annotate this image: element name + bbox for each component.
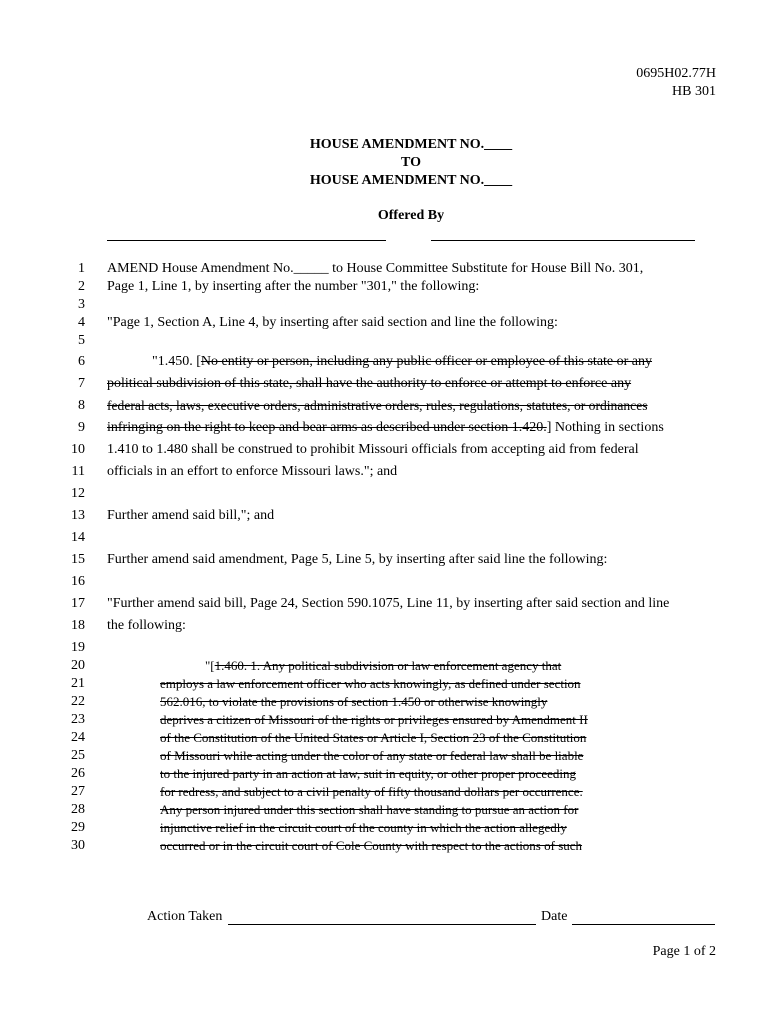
line-number: 18 bbox=[71, 618, 85, 633]
line-number: 6 bbox=[78, 354, 85, 369]
sponsor-signature-line bbox=[107, 240, 386, 241]
line-number: 16 bbox=[71, 574, 85, 589]
page-number: Page 1 of 2 bbox=[652, 944, 716, 959]
line-number: 3 bbox=[78, 297, 85, 312]
line-number: 21 bbox=[71, 676, 85, 691]
open-bracket: "[ bbox=[205, 658, 215, 673]
deleted-line-27: for redress, and subject to a civil penalty of fifty thousand dollars per occurrence. bbox=[160, 784, 583, 799]
deleted-line-28: Any person injured under this section shall have standing to pursue an action for bbox=[160, 802, 579, 817]
offered-by-label: Offered By bbox=[377, 208, 445, 223]
line-number: 8 bbox=[78, 398, 85, 413]
date-label: Date bbox=[541, 909, 568, 924]
line-number: 14 bbox=[71, 530, 85, 545]
title-line-3: HOUSE AMENDMENT NO.____ bbox=[309, 173, 513, 188]
line-number: 30 bbox=[71, 838, 85, 853]
line-number: 17 bbox=[71, 596, 85, 611]
deleted-line-21: employs a law enforcement officer who acts knowingly, as defined under section bbox=[160, 676, 581, 691]
body-line-10: 1.410 to 1.480 shall be construed to prohibit Missouri officials from accepting aid from federal bbox=[107, 442, 639, 457]
action-taken-line bbox=[228, 924, 536, 925]
line-number: 23 bbox=[71, 712, 85, 727]
body-line-13: Further amend said bill,"; and bbox=[107, 508, 275, 523]
line-number: 9 bbox=[78, 420, 85, 435]
deleted-line-24: of the Constitution of the United States or Article I, Section 23 of the Constitution bbox=[160, 730, 587, 745]
line-number: 22 bbox=[71, 694, 85, 709]
line-number: 20 bbox=[71, 658, 85, 673]
deleted-line-22: 562.016, to violate the provisions of section 1.450 or otherwise knowingly bbox=[160, 694, 548, 709]
body-line-15: Further amend said amendment, Page 5, Line 5, by inserting after said line the following: bbox=[107, 552, 608, 567]
line-number: 4 bbox=[78, 315, 85, 330]
deleted-line-23: deprives a citizen of Missouri of the rights or privileges ensured by Amendment II bbox=[160, 712, 588, 727]
line-number: 2 bbox=[78, 279, 85, 294]
body-line-2: Page 1, Line 1, by inserting after the number "301," the following: bbox=[107, 279, 480, 294]
title-line-2: TO bbox=[401, 155, 421, 170]
sponsor-signature-line-2 bbox=[431, 240, 695, 241]
section-prefix: "1.450. [ bbox=[152, 354, 201, 369]
date-line bbox=[572, 924, 715, 925]
body-line-6 bbox=[152, 354, 652, 370]
line-number: 15 bbox=[71, 552, 85, 567]
line-number: 29 bbox=[71, 820, 85, 835]
body-line-17: "Further amend said bill, Page 24, Section 590.1075, Line 11, by inserting after said section and line bbox=[107, 596, 670, 611]
line-number: 13 bbox=[71, 508, 85, 523]
line-number: 28 bbox=[71, 802, 85, 817]
bill-number: HB 301 bbox=[672, 84, 716, 99]
line-number: 11 bbox=[71, 464, 85, 479]
deleted-line-8: federal acts, laws, executive orders, administrative orders, rules, regulations, statutes, or ordinances bbox=[107, 398, 648, 413]
closing-bracket: ] bbox=[546, 420, 552, 435]
deleted-line-25: of Missouri while acting under the color of any state or federal law shall be liable bbox=[160, 748, 584, 763]
deleted-line-26: to the injured party in an action at law, suit in equity, or other proper proceeding bbox=[160, 766, 576, 781]
line-number: 10 bbox=[71, 442, 85, 457]
document-id: 0695H02.77H bbox=[636, 66, 716, 81]
deleted-line-7: political subdivision of this state, shall have the authority to enforce or attempt to enforce any bbox=[107, 376, 632, 391]
deleted-text: 1.460. 1. Any political subdivision or law enforcement agency that bbox=[214, 658, 562, 673]
line-number: 1 bbox=[78, 261, 85, 276]
deleted-text: infringing on the right to keep and bear arms as described under section 1.420. bbox=[107, 420, 547, 435]
line-number: 12 bbox=[71, 486, 85, 501]
deleted-line-30: occurred or in the circuit court of Cole County with respect to the actions of such bbox=[160, 838, 583, 853]
line-number: 27 bbox=[71, 784, 85, 799]
indented-line-20 bbox=[205, 658, 561, 674]
line-number: 5 bbox=[78, 333, 85, 348]
deleted-line-29: injunctive relief in the circuit court of the county in which the action allegedly bbox=[160, 820, 567, 835]
body-line-4: "Page 1, Section A, Line 4, by inserting after said section and line the following: bbox=[107, 315, 558, 330]
line-number: 7 bbox=[78, 376, 85, 391]
body-line-11: officials in an effort to enforce Missouri laws."; and bbox=[107, 464, 398, 479]
body-text: Nothing in sections bbox=[551, 420, 664, 435]
line-number: 25 bbox=[71, 748, 85, 763]
body-line-18: the following: bbox=[107, 618, 186, 633]
deleted-text: No entity or person, including any public officer or employee of this state or any bbox=[200, 354, 653, 369]
line-number: 26 bbox=[71, 766, 85, 781]
line-number: 24 bbox=[71, 730, 85, 745]
line-number: 19 bbox=[71, 640, 85, 655]
title-line-1: HOUSE AMENDMENT NO.____ bbox=[309, 137, 513, 152]
body-line-1: AMEND House Amendment No._____ to House Committee Substitute for House Bill No. 301, bbox=[107, 261, 644, 276]
body-line-9 bbox=[107, 420, 664, 436]
action-taken-label: Action Taken bbox=[147, 909, 223, 924]
